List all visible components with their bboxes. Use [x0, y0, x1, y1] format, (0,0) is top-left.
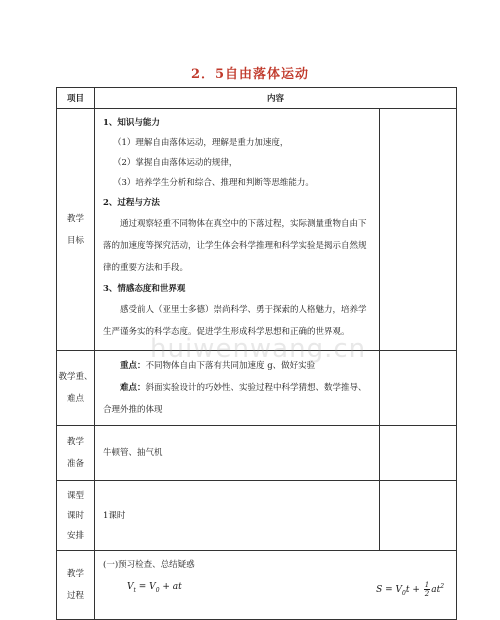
- prep-label: [57, 426, 95, 481]
- hours-label-line3: 安排: [66, 530, 84, 541]
- prep-text: 牛顿管、抽气机: [103, 448, 163, 458]
- prep-row: [57, 426, 457, 481]
- header-content: 内容: [95, 88, 457, 109]
- goals-label: [57, 109, 95, 351]
- goals-label-line1: 教学: [66, 213, 84, 224]
- watermark: huiwenwang.cn: [150, 334, 367, 364]
- goals-s3-paragraph: 感受前人（亚里士多德）崇尚科学、勇于探索的人格魅力，培养学生严谨务实的科学态度。促进学生形成科学思想和正确的世界观。: [103, 305, 367, 337]
- goals-s2-paragraph: 通过观察轻重不同物体在真空中的下落过程，实际测量重物自由下落的加速度等探究活动，让学生体会科学推理和科学实验是揭示自然规律的重要方法和手段。: [103, 219, 367, 273]
- difficulty-label: 难点：: [120, 383, 146, 393]
- goals-content: [95, 109, 380, 351]
- document-title: 2．5自由落体运动: [190, 67, 310, 82]
- goals-notes-cell: [380, 109, 457, 351]
- hours-label-line1: 课型: [66, 490, 84, 501]
- lesson-plan-table: [56, 87, 457, 620]
- header-item: 项目: [57, 88, 95, 109]
- velocity-formula: $V_t = V_0$ + at: [127, 582, 182, 594]
- focus-label: 重点：: [120, 361, 146, 371]
- focus-text: 不同物体自由下落有共同加速度 g、做好实验: [145, 361, 316, 371]
- hours-text: 1课时: [103, 510, 126, 521]
- difficulty-text: 斜面实验设计的巧妙性、实验过程中科学猜想、数学推导、合理外推的体现: [103, 383, 367, 415]
- process-row: [57, 551, 457, 620]
- difficulty-line: [103, 377, 373, 421]
- hours-content: [95, 481, 380, 551]
- prep-label-line1: 教学: [66, 437, 84, 447]
- displacement-formula: $S = V_0t$ + $\frac{1}{2}$ $at^2$: [376, 581, 445, 598]
- keypoints-notes-cell: [380, 351, 457, 426]
- process-content: [95, 551, 457, 620]
- goals-label-line2: 目标: [66, 235, 84, 246]
- keypoints-label-line2: 难点: [66, 394, 84, 404]
- keypoints-content: [95, 351, 380, 426]
- hours-notes-cell: [380, 481, 457, 551]
- header-row: [57, 88, 457, 109]
- prep-notes-cell: [380, 426, 457, 481]
- focus-line: [103, 355, 373, 377]
- goals-s1-item1: （1）理解自由落体运动，理解是重力加速度，: [113, 138, 289, 148]
- goals-section3-title: 3、情感态度和世界观: [103, 284, 186, 294]
- process-label: [57, 551, 95, 620]
- hours-label: [57, 481, 95, 551]
- process-label-line2: 过程: [66, 591, 84, 601]
- keypoints-label-line1: 教学重、: [58, 372, 93, 382]
- goals-section1-title: 1、知识与能力: [103, 118, 160, 128]
- process-step1: (一)预习检查、总结疑惑: [103, 560, 195, 570]
- goals-s1-item2: （2）掌握自由落体运动的规律，: [113, 158, 238, 168]
- goals-section2-title: 2、过程与方法: [103, 198, 160, 208]
- hours-label-line2: 课时: [66, 510, 84, 521]
- hours-row: [57, 481, 457, 551]
- keypoints-label: [57, 351, 95, 426]
- goals-s1-item3: （3）培养学生分析和综合、推理和判断等思维能力。: [113, 178, 314, 188]
- goals-row: [57, 109, 457, 351]
- keypoints-row: [57, 351, 457, 426]
- prep-label-line2: 准备: [66, 459, 84, 469]
- process-label-line1: 教学: [66, 569, 84, 579]
- formula-line: [103, 575, 450, 604]
- prep-content: [95, 426, 380, 481]
